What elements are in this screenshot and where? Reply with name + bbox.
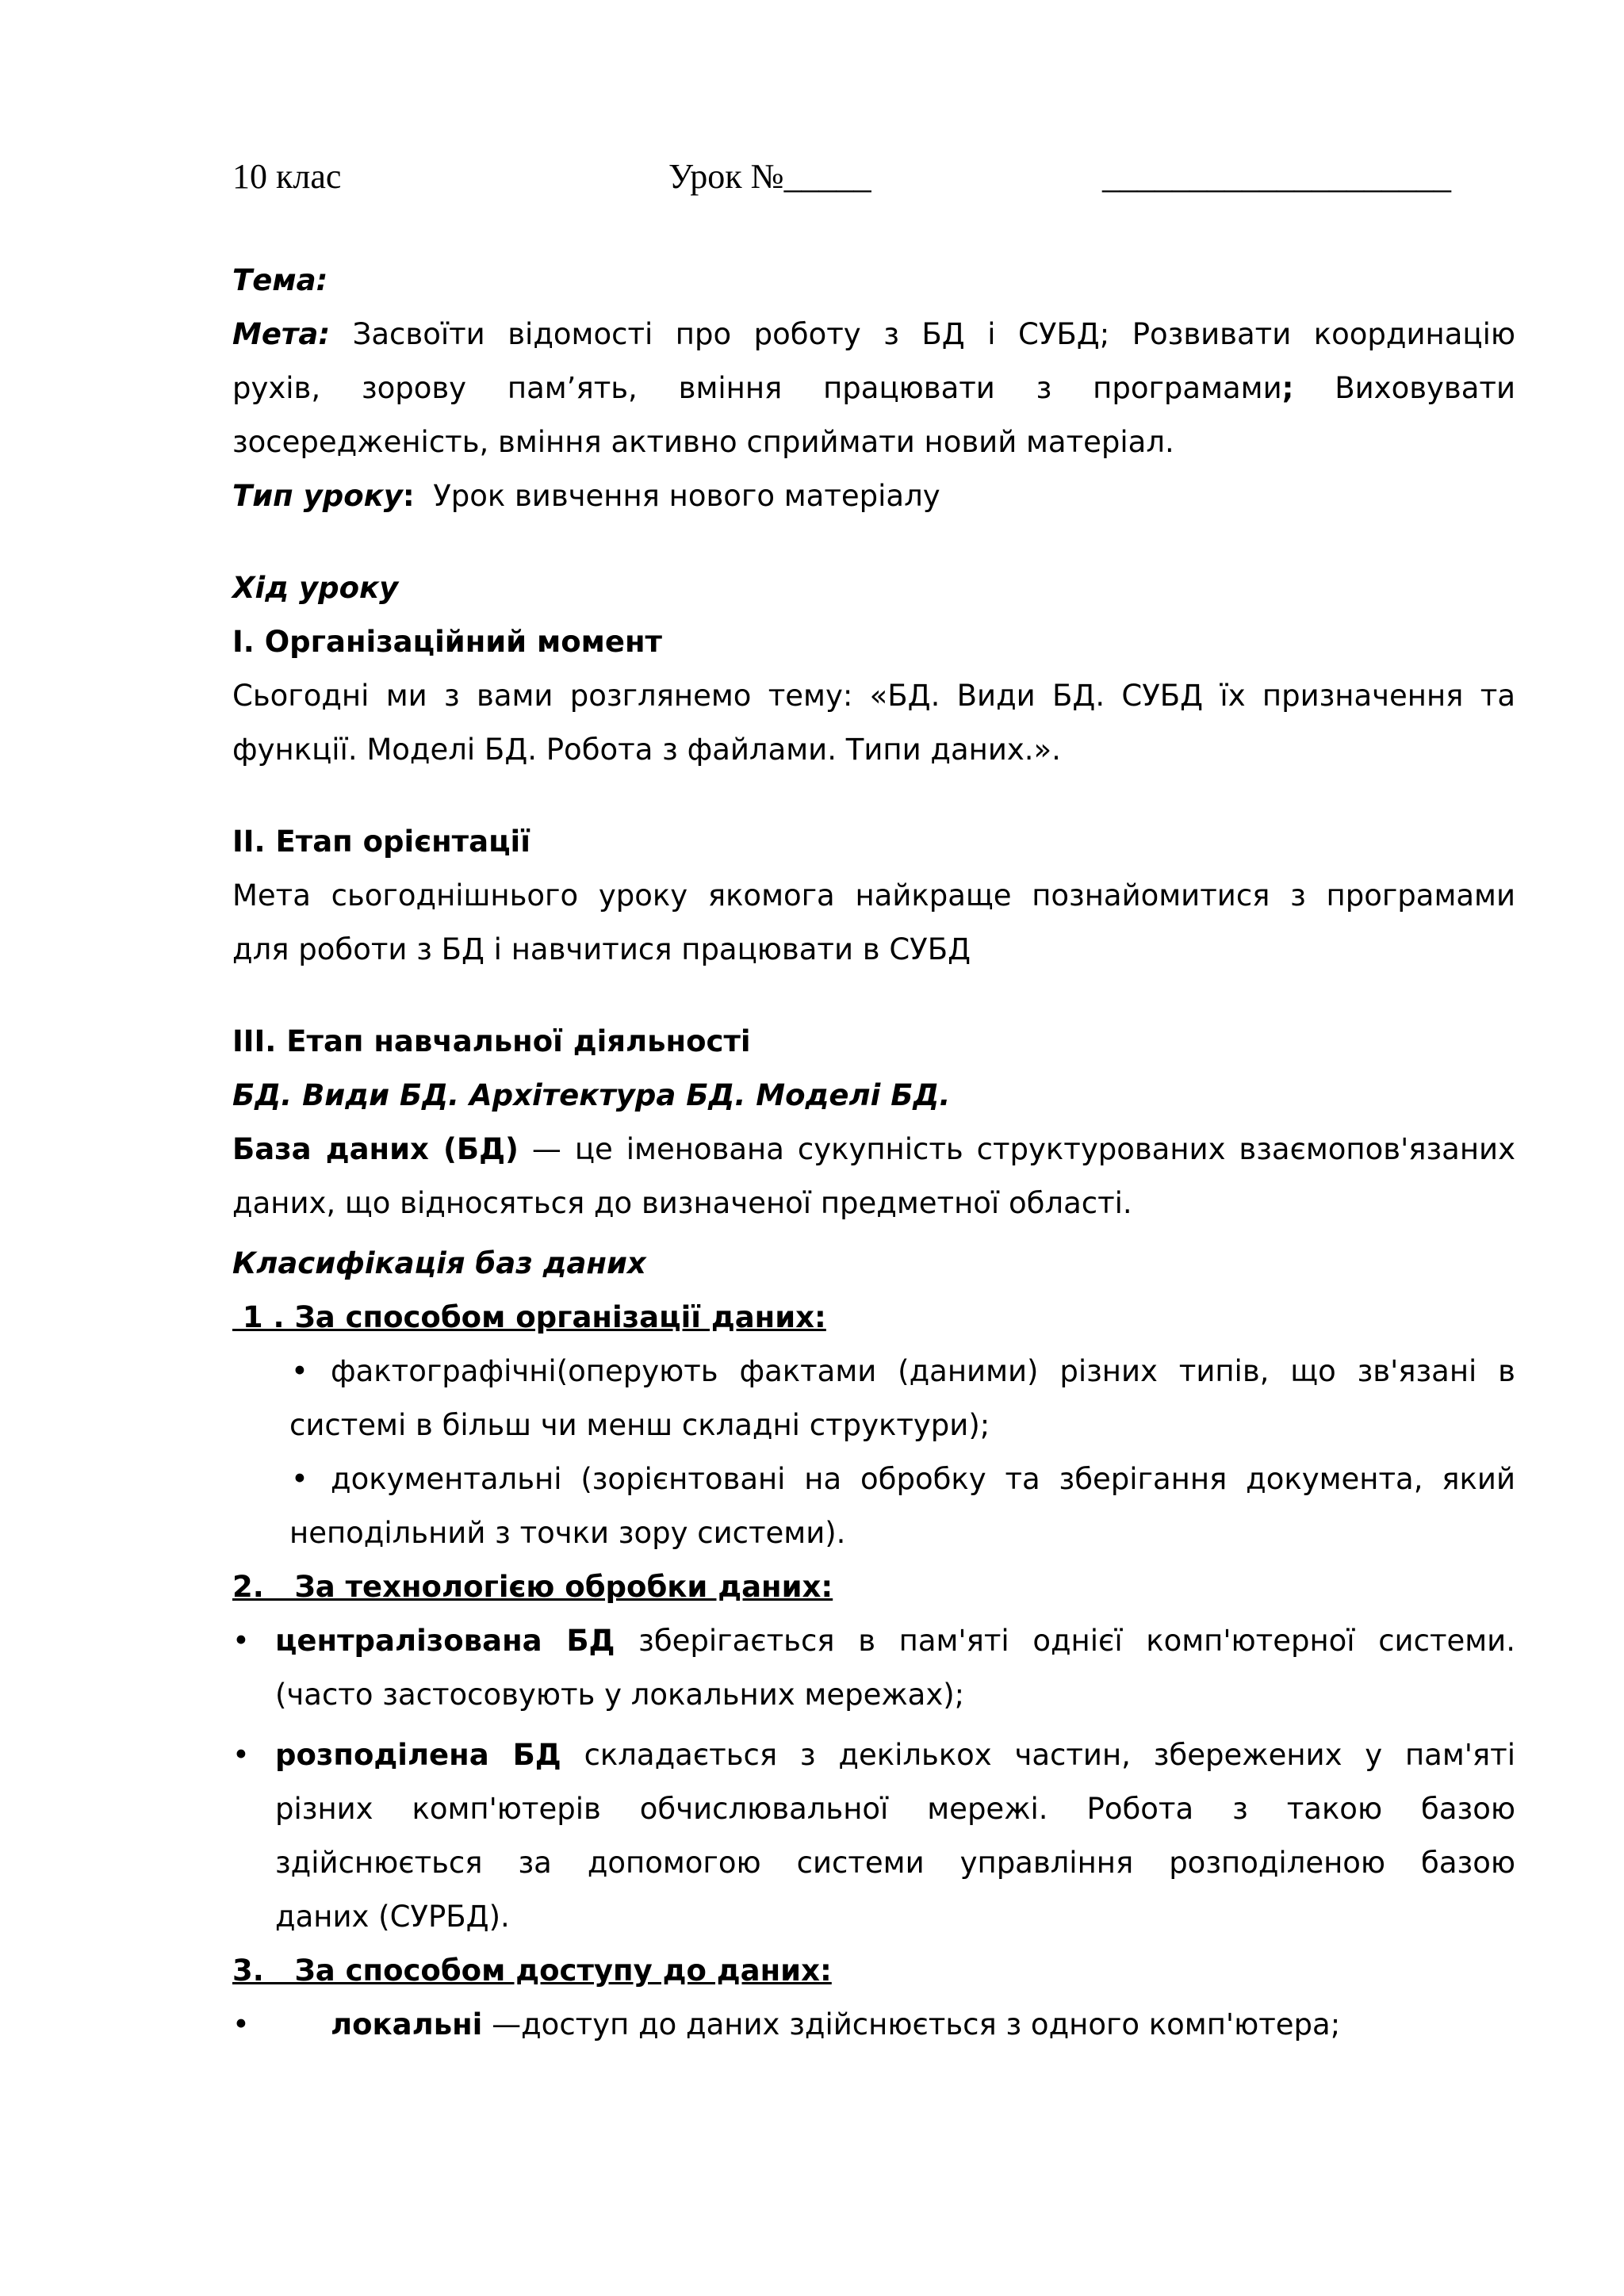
bullet-icon: • bbox=[232, 1738, 250, 1772]
db-definition-line-1: База даних (БД) — це іменована сукупність структурованих взаємопов'язаних bbox=[232, 1132, 1515, 1166]
grade-label: 10 клас bbox=[232, 157, 342, 196]
class-3-item-1: • локальні —доступ до даних здійснюється з одного комп'ютера; bbox=[232, 1998, 1515, 2052]
bullet-icon: • bbox=[291, 1462, 308, 1496]
bullet-icon: • bbox=[291, 1354, 308, 1388]
goal-line-1: Мета: Засвоїти відомості про роботу з БД і СУБД; Розвивати координацію bbox=[232, 317, 1515, 351]
class-2-item-2-line-3: здійснюється за допомогою системи управління розподіленою базою bbox=[275, 1846, 1515, 1880]
class-1-item-2-line-2: неподільний з точки зору системи). bbox=[289, 1516, 846, 1550]
course-title: Хід уроку bbox=[232, 571, 399, 605]
header-blank-line: ____________________ bbox=[1102, 157, 1451, 196]
section-1-line-1: Сьогодні ми з вами розглянемо тему: «БД. Види БД. СУБД їх призначення та bbox=[232, 679, 1515, 713]
class-1-title: 1 . За способом організації даних: bbox=[232, 1300, 826, 1334]
class-1-item-1-line-1: • фактографічні(оперують фактами (даними) різних типів, що зв'язані в bbox=[232, 1345, 1515, 1399]
page-header bbox=[0, 149, 1624, 205]
class-3-title: 3. За способом доступу до даних: bbox=[232, 1954, 832, 1988]
class-2-item-2-line-2: різних комп'ютерів обчислювальної мережі. Робота з такою базою bbox=[275, 1792, 1515, 1826]
goal-line-2: рухів, зорову пам’ять, вміння працювати з програмами; Виховувати bbox=[232, 371, 1516, 405]
lesson-number: Урок №_____ bbox=[668, 157, 871, 196]
section-1-title: І. Організаційний момент bbox=[232, 625, 662, 659]
class-2-title: 2. За технологією обробки даних: bbox=[232, 1570, 833, 1604]
topic-label: Тема: bbox=[232, 263, 328, 297]
section-3-title: ІІІ. Етап навчальної діяльності bbox=[232, 1024, 751, 1058]
lesson-type: Тип уроку: Урок вивчення нового матеріалу bbox=[232, 479, 940, 513]
section-2-line-1: Мета сьогоднішнього уроку якомога найкраще познайомитися з програмами bbox=[232, 878, 1515, 913]
section-1-line-2: функції. Моделі БД. Робота з файлами. Типи даних.». bbox=[232, 733, 1061, 767]
classification-title: Класифікація баз даних bbox=[232, 1246, 646, 1280]
db-definition-line-2: даних, що відносяться до визначеної предметної області. bbox=[232, 1186, 1132, 1220]
goal-line-3: зосередженість, вміння активно сприймати новий матеріал. bbox=[232, 425, 1174, 459]
section-2-line-2: для роботи з БД і навчитися працювати в СУБД bbox=[232, 932, 971, 966]
bullet-icon: • bbox=[232, 1624, 250, 1658]
class-2-item-1-line-1: • централізована БД зберігається в пам'яті однієї комп'ютерної системи. bbox=[232, 1614, 1515, 1668]
db-term: База даних (БД) bbox=[232, 1132, 519, 1166]
goal-label: Мета: bbox=[232, 317, 331, 351]
class-2-item-2-line-1: • розподілена БД складається з декількох частин, збережених у пам'яті bbox=[232, 1728, 1515, 1782]
document-body bbox=[232, 254, 1515, 2052]
bullet-icon: • bbox=[232, 2007, 250, 2042]
class-1-item-2-line-1: • документальні (зорієнтовані на обробку та зберігання документа, який bbox=[232, 1452, 1515, 1506]
class-1-item-1-line-2: системі в більш чи менш складні структури); bbox=[289, 1408, 990, 1442]
class-2-item-1-line-2: (часто застосовують у локальних мережах); bbox=[275, 1678, 965, 1712]
section-2-title: ІІ. Етап орієнтації bbox=[232, 825, 530, 859]
class-2-item-2-line-4: даних (СУРБД). bbox=[275, 1900, 510, 1934]
section-3-subtitle: БД. Види БД. Архітектура БД. Моделі БД. bbox=[232, 1078, 951, 1112]
